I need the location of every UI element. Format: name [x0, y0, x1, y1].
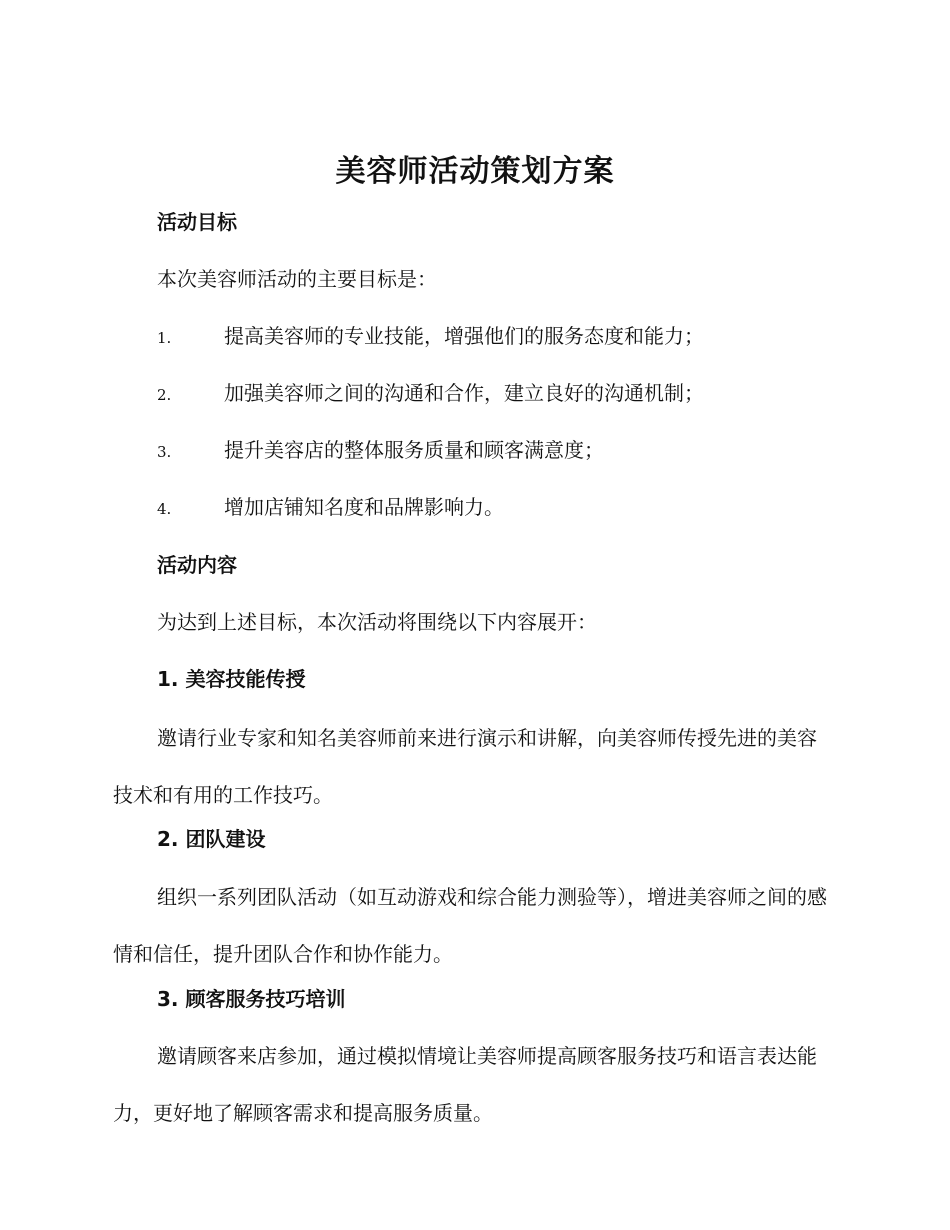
subsection-heading: 2. 团队建设 — [157, 827, 266, 851]
goal-item-text: 加强美容师之间的沟通和合作，建立良好的沟通机制； — [224, 381, 704, 405]
section-heading-content: 活动内容 — [157, 553, 237, 577]
goals-intro: 本次美容师活动的主要目标是： — [157, 267, 437, 291]
goal-item-text: 增加店铺知名度和品牌影响力。 — [224, 495, 504, 519]
content-intro: 为达到上述目标，本次活动将围绕以下内容展开： — [157, 610, 597, 634]
section-heading-goals: 活动目标 — [157, 210, 237, 234]
goal-item-number: 3. — [157, 443, 172, 461]
goal-item-number: 1. — [157, 329, 172, 347]
subsection-heading: 3. 顾客服务技巧培训 — [157, 987, 346, 1011]
goal-item-number: 4. — [157, 500, 172, 518]
subsection-body: 邀请顾客来店参加，通过模拟情境让美容师提高顾客服务技巧和语言表达能力，更好地了解顾客需求和提高服务质量。 — [113, 1044, 817, 1125]
subsection-body: 邀请行业专家和知名美容师前来进行演示和讲解，向美容师传授先进的美容技术和有用的工作技巧。 — [113, 726, 817, 807]
subsection-heading: 1. 美容技能传授 — [157, 667, 306, 691]
subsection-body: 组织一系列团队活动（如互动游戏和综合能力测验等），增进美容师之间的感情和信任，提升团队合作和协作能力。 — [113, 885, 827, 966]
goal-item-text: 提升美容店的整体服务质量和顾客满意度； — [224, 438, 604, 462]
document-title: 美容师活动策划方案 — [335, 154, 615, 189]
goal-item-number: 2. — [157, 386, 172, 404]
goal-item-text: 提高美容师的专业技能，增强他们的服务态度和能力； — [224, 324, 704, 348]
